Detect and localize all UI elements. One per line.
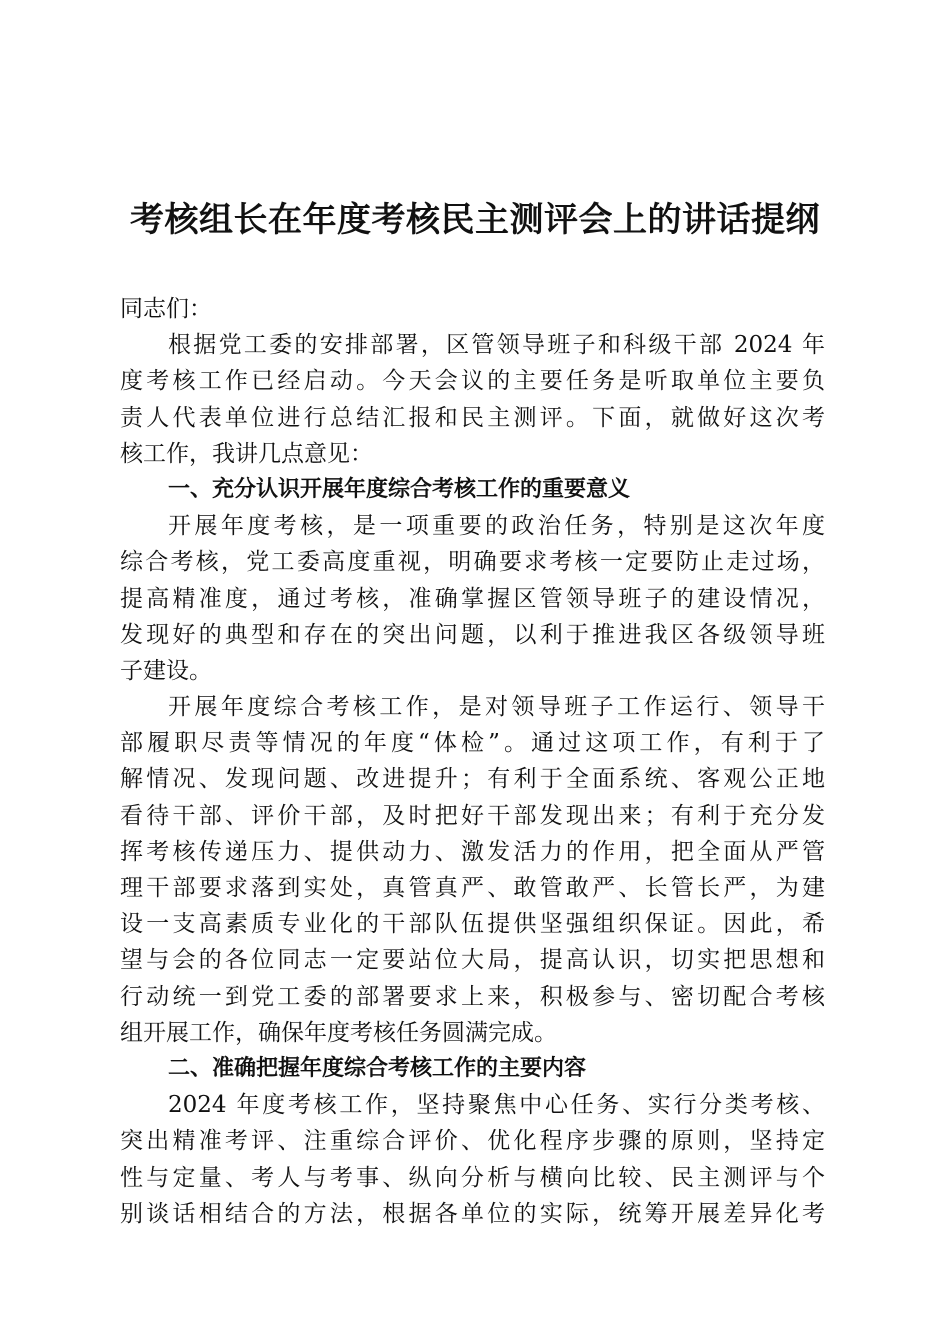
- document-body: [120, 291, 825, 1232]
- paragraph-line: 综合考核，党工委高度重视，明确要求考核一定要防止走过场，: [120, 549, 825, 576]
- paragraph-line: 突出精准考评、注重综合评价、优化程序步骤的原则，坚持定: [120, 1128, 825, 1155]
- paragraph-line: 核工作，我讲几点意见：: [120, 440, 373, 467]
- document-title: 考核组长在年度考核民主测评会上的讲话提纲: [130, 200, 820, 240]
- paragraph-line: 挥考核传递压力、提供动力、激发活力的作用，把全面从严管: [120, 838, 825, 865]
- section-heading: 二、准确把握年度综合考核工作的主要内容: [168, 1055, 587, 1081]
- paragraph-line: 望与会的各位同志一定要站位大局，提高认识，切实把思想和: [120, 947, 825, 974]
- paragraph-line: 子建设。: [120, 657, 212, 684]
- paragraph-line: 理干部要求落到实处，真管真严、敢管敢严、长管长严，为建: [120, 875, 825, 901]
- paragraph-line: 开展年度考核，是一项重要的政治任务，特别是这次年度: [168, 513, 825, 540]
- paragraph-line: 行动统一到党工委的部署要求上来，积极参与、密切配合考核: [120, 983, 825, 1010]
- paragraph-line: 部履职尽责等情况的年度“体检”。通过这项工作，有利于了: [120, 730, 825, 757]
- paragraph-line: 开展年度综合考核工作，是对领导班子工作运行、领导干: [168, 694, 825, 721]
- section-heading: 一、充分认识开展年度综合考核工作的重要意义: [168, 476, 631, 502]
- paragraph-line: 提高精准度，通过考核，准确掌握区管领导班子的建设情况，: [120, 585, 825, 612]
- paragraph-line: 看待干部、评价干部，及时把好干部发现出来；有利于充分发: [120, 802, 825, 829]
- paragraph-line: 解情况、发现问题、改进提升；有利于全面系统、客观公正地: [120, 766, 825, 793]
- paragraph-line: 设一支高素质专业化的干部队伍提供坚强组织保证。因此，希: [120, 911, 825, 938]
- paragraph-line: 根据党工委的安排部署，区管领导班子和科级干部 2024 年: [168, 332, 825, 359]
- paragraph-line: 性与定量、考人与考事、纵向分析与横向比较、民主测评与个: [120, 1164, 825, 1191]
- paragraph-line: 组开展工作，确保年度考核任务圆满完成。: [120, 1019, 557, 1046]
- paragraph-line: 责人代表单位进行总结汇报和民主测评。下面，就做好这次考: [120, 404, 825, 431]
- paragraph-line: 同志们：: [120, 296, 212, 322]
- paragraph-line: 发现好的典型和存在的突出问题，以利于推进我区各级领导班: [120, 621, 825, 648]
- paragraph-line: 2024 年度考核工作，坚持聚焦中心任务、实行分类考核、: [168, 1092, 825, 1119]
- paragraph-line: 度考核工作已经启动。今天会议的主要任务是听取单位主要负: [120, 368, 825, 395]
- paragraph-line: 别谈话相结合的方法，根据各单位的实际，统筹开展差异化考: [120, 1200, 825, 1227]
